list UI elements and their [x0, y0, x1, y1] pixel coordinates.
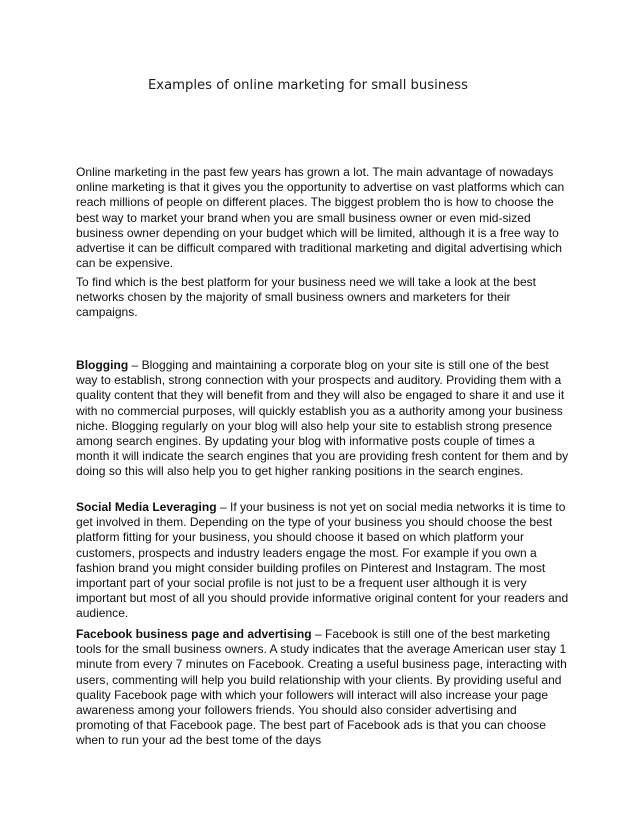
section-paragraph [76, 627, 570, 749]
paragraph-text: Online marketing in the past few years has grown a lot. The main advantage of nowadays online marketing is that it gives you the opportunity to advertise on vast platforms which can reach millions of people on different places. The biggest problem tho is how to choose the best way to market your brand when you are small business owner or even mid-sized business owner depending on your budget which will be limited, although it is a free way to advertise it can be difficult compared with traditional marketing and digital advertising which can be expensive. [76, 165, 565, 271]
section-term: Social Media Leveraging [76, 500, 217, 514]
paragraph-text: To find which is the best platform for your business need we will take a look at the best networks chosen by the majority of small business owners and marketers for their campaigns. [76, 275, 537, 320]
section-text: – If your business is not yet on social media networks it is time to get involved in them. Depending on the type of your business you should choose the best platform fitting for your business, you should choose it based on which platform your customers, prospects and industry leaders engage the most. For example if you own a fashion brand you might consider building profiles on Pinterest and Instagram. The most important part of your social profile is not just to be a frequent user although it is very important but most of all you should provide informative original content for your readers and audience. [76, 500, 569, 621]
section-term: Facebook business page and advertising [76, 627, 312, 641]
section-text: – Blogging and maintaining a corporate blog on your site is still one of the best way to establish, strong connection with your prospects and auditory. Providing them with a quality content that they will benefit from and they will also be engaged to share it and use it with no commercial purposes, will quickly establish you as a authority among your business niche. Blogging regularly on your blog will also help your site to establish strong presence among search engines. By updating your blog with informative posts couple of times a month it will indicate the search engines that you are providing fresh content for them and by doing so this will also help you to get higher ranking positions in the search engines. [76, 358, 569, 479]
section-social-media [76, 500, 570, 622]
intro-paragraph-1 [76, 165, 570, 271]
section-text: – Facebook is still one of the best marketing tools for the small business owners. A study indicates that the average American user stay 1 minute from every 7 minutes on Facebook. Creating a useful business page, interacting with users, commenting will help you build relationship with your clients. By providing useful and quality Facebook page with which your followers will interact will also increase your page awareness among your followers friends. You should also consider advertising and promoting of that Facebook page. The best part of Facebook ads is that you can choose when to run your ad the best tome of the days [76, 627, 567, 748]
section-term: Blogging [76, 358, 129, 372]
section-paragraph [76, 500, 570, 622]
document-title: Examples of online marketing for small business [147, 78, 469, 93]
intro-paragraph-2 [76, 275, 570, 321]
section-blogging [76, 358, 570, 480]
section-facebook [76, 627, 570, 749]
section-paragraph [76, 358, 570, 480]
